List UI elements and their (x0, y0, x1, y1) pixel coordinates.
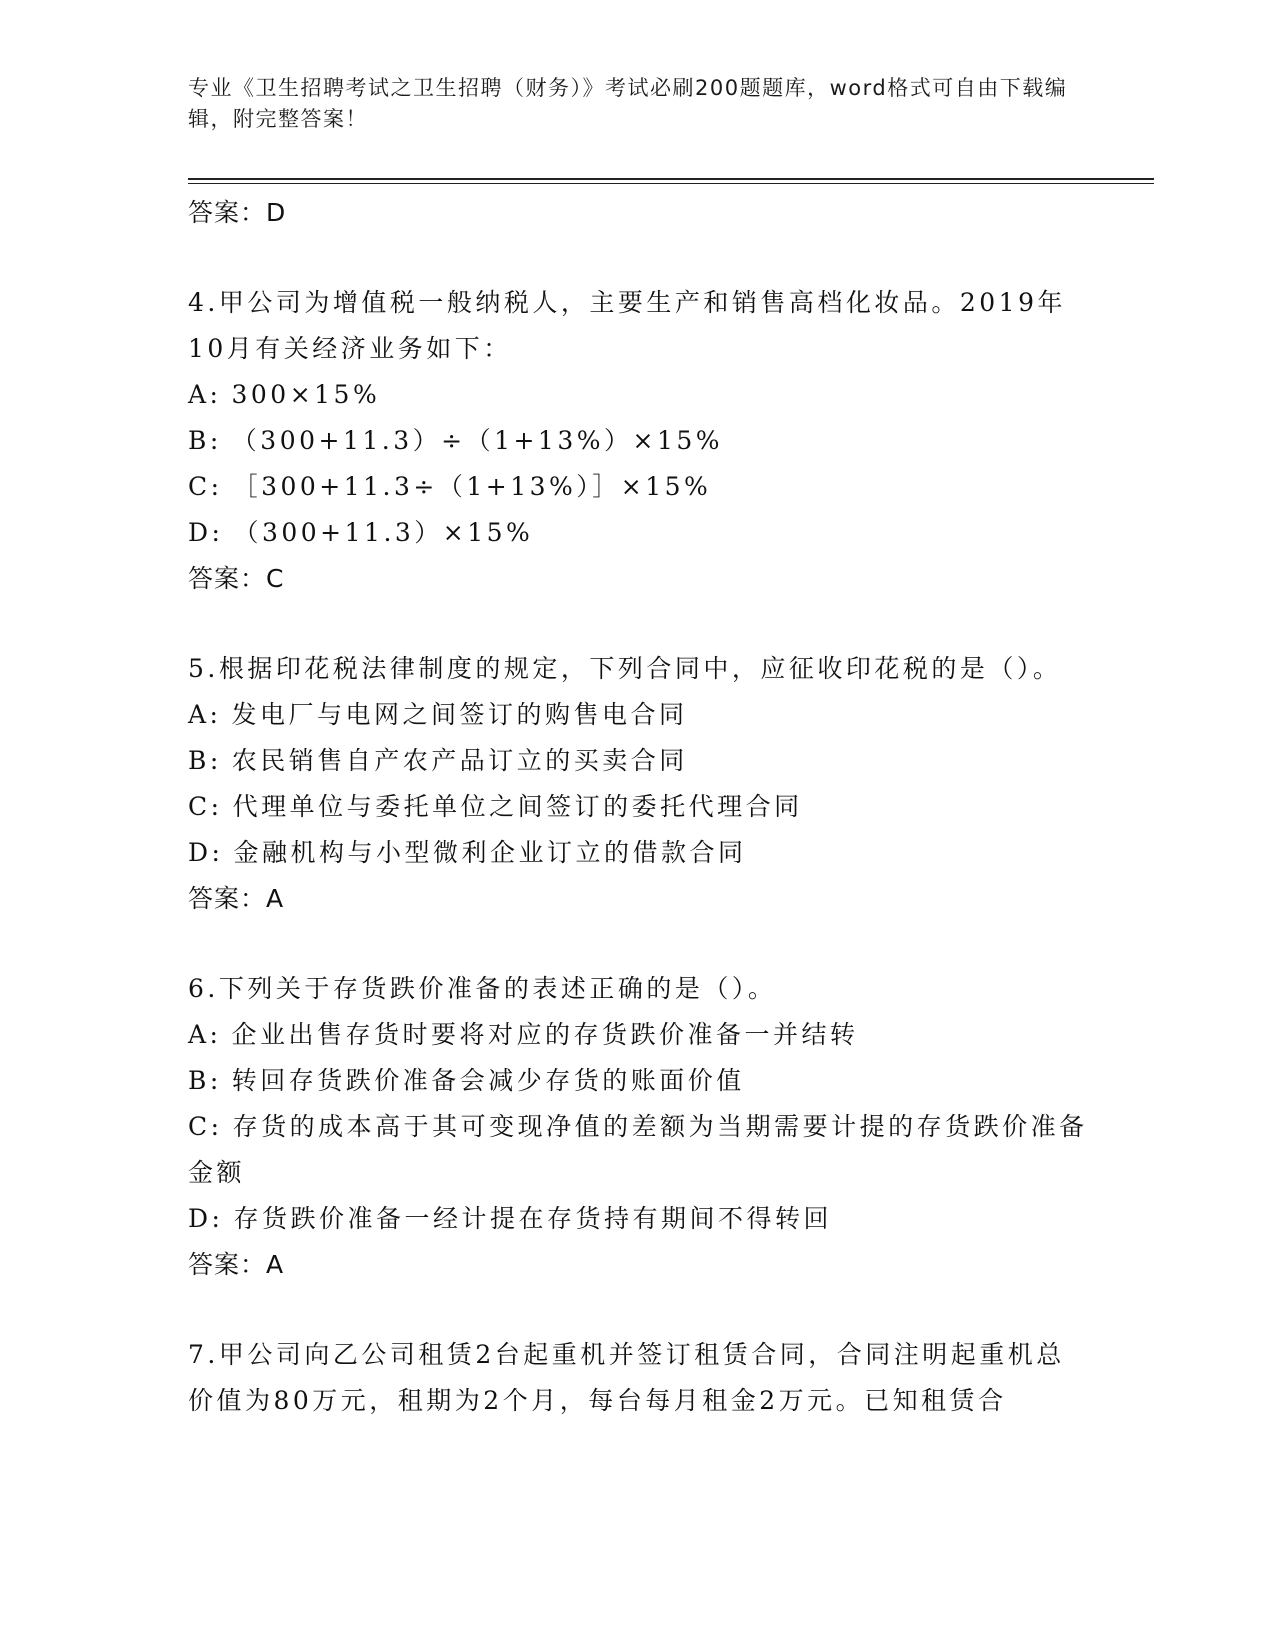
option-letter: B: (188, 1066, 222, 1095)
option-letter: A: (188, 700, 222, 729)
page-header: 专业《卫生招聘考试之卫生招聘（财务）》考试必刷200题题库，word格式可自由下载编辑，附完整答案！ (188, 76, 1068, 131)
answer-label: 答案： (188, 1250, 267, 1279)
answer-line (188, 556, 1088, 602)
answer-label: 答案： (188, 198, 267, 227)
option-a (188, 372, 1088, 418)
header-rule-thin (188, 183, 1154, 184)
option-text: 企业出售存货时要将对应的存货跌价准备一并结转 (231, 1020, 859, 1049)
spacer (188, 236, 1088, 280)
option-letter: A: (188, 1020, 222, 1049)
answer-label: 答案： (188, 564, 267, 593)
option-text: 转回存货跌价准备会减少存货的账面价值 (231, 1066, 745, 1095)
option-text: 金融机构与小型微利企业订立的借款合同 (233, 838, 747, 867)
option-text: （300+11.3）÷（1+13%）×15% (231, 426, 724, 455)
answer-value: C (266, 564, 285, 593)
answer-label: 答案： (188, 884, 267, 913)
option-text: 代理单位与委托单位之间签订的委托代理合同 (232, 792, 803, 821)
answer-value: A (266, 884, 285, 913)
option-letter: D: (188, 1204, 224, 1233)
option-letter: B: (188, 746, 222, 775)
option-c (188, 784, 1088, 830)
option-c (188, 464, 1088, 510)
option-letter: C: (188, 1112, 223, 1141)
question-text: 4.甲公司为增值税一般纳税人，主要生产和销售高档化妆品。2019年10月有关经济业务如下： (188, 288, 1066, 363)
option-letter: C: (188, 472, 223, 501)
question-list (188, 190, 1088, 1424)
option-letter: C: (188, 792, 223, 821)
option-letter: D: (188, 838, 224, 867)
question-text: 6.下列关于存货跌价准备的表述正确的是（）。 (188, 974, 777, 1003)
spacer (188, 922, 1088, 966)
answer-value: D (266, 198, 287, 227)
option-letter: B: (188, 426, 222, 455)
option-d (188, 830, 1088, 876)
option-c (188, 1104, 1088, 1196)
answer-line (188, 190, 1088, 236)
option-b (188, 418, 1088, 464)
option-text: 300×15% (231, 380, 381, 409)
option-text: （300+11.3）×15% (233, 518, 534, 547)
option-text: ［300+11.3÷（1+13%）］×15% (232, 472, 712, 501)
spacer (188, 1288, 1088, 1332)
option-d (188, 510, 1088, 556)
question-text: 7.甲公司向乙公司租赁2台起重机并签订租赁合同，合同注明起重机总价值为80万元，租期为2个月，每台每月租金2万元。已知租赁合 (188, 1340, 1065, 1415)
spacer (188, 602, 1088, 646)
option-text: 存货的成本高于其可变现净值的差额为当期需要计提的存货跌价准备金额 (188, 1112, 1088, 1187)
option-a (188, 692, 1088, 738)
option-b (188, 738, 1088, 784)
header-rule-thick (188, 178, 1154, 180)
question-text: 5.根据印花税法律制度的规定，下列合同中，应征收印花税的是（）。 (188, 654, 1062, 683)
answer-line (188, 876, 1088, 922)
option-a (188, 1012, 1088, 1058)
option-text: 发电厂与电网之间签订的购售电合同 (231, 700, 688, 729)
option-letter: A: (188, 380, 222, 409)
answer-value: A (266, 1250, 285, 1279)
option-b (188, 1058, 1088, 1104)
answer-line (188, 1242, 1088, 1288)
option-letter: D: (188, 518, 224, 547)
option-text: 农民销售自产农产品订立的买卖合同 (231, 746, 688, 775)
option-text: 存货跌价准备一经计提在存货持有期间不得转回 (233, 1204, 832, 1233)
option-d (188, 1196, 1088, 1242)
